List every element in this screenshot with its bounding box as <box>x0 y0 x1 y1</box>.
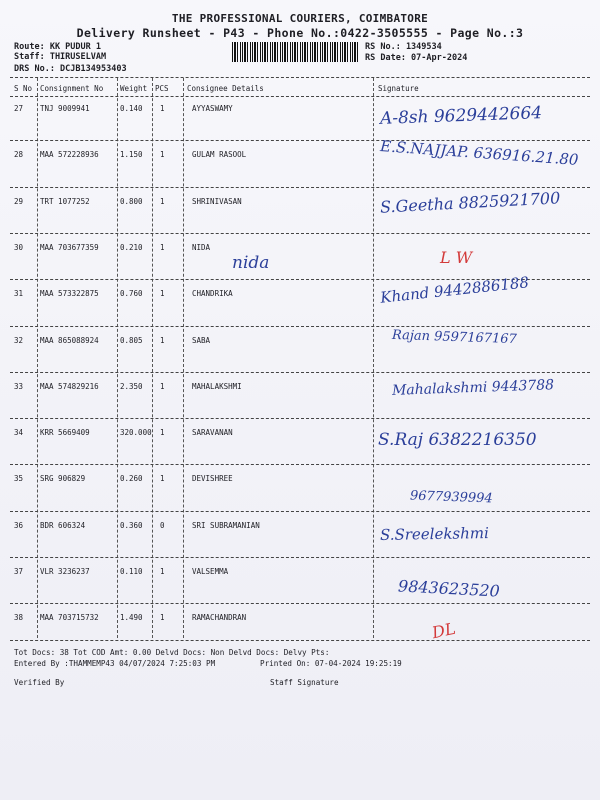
cell-consignment: MAA 703715732 <box>40 613 99 623</box>
totals-line: Tot Docs: 38 Tot COD Amt: 0.00 Delvd Docs: Non Delvd Docs: Delvy Pts: <box>14 648 330 657</box>
cell-consignment: MAA 574829216 <box>40 381 99 391</box>
column-header: Signature <box>378 84 419 93</box>
row-divider <box>10 418 590 419</box>
cell-weight: 0.210 <box>120 242 143 252</box>
cell-consignee: CHANDRIKA <box>192 289 233 299</box>
route-label: Route: KK PUDUR 1 <box>14 42 101 52</box>
row-divider <box>10 326 590 327</box>
row-divider <box>10 464 590 465</box>
cell-weight: 1.490 <box>120 613 143 623</box>
col-divider <box>373 78 374 638</box>
cell-consignee: SRI SUBRAMANIAN <box>192 520 260 530</box>
header-rule-top <box>10 77 590 78</box>
staff-label: Staff: THIRUSELVAM <box>14 52 107 62</box>
signature: A-8sh 9629442664 <box>379 103 543 129</box>
cell-consignee: RAMACHANDRAN <box>192 613 247 623</box>
signature: nida <box>232 252 270 273</box>
cell-weight: 0.805 <box>120 335 143 345</box>
cell-sno: 34 <box>14 428 24 438</box>
cell-weight: 320.000 <box>120 428 152 438</box>
signature: 9843623520 <box>397 576 501 601</box>
entered-by: Entered By :THAMMEMP43 04/07/2024 7:25:03 PM <box>14 659 216 668</box>
cell-sno: 36 <box>14 520 24 530</box>
cell-consignment: SRG 906829 <box>40 474 86 484</box>
cell-consignee: DEVISHREE <box>192 474 233 484</box>
runsheet-subtitle: Delivery Runsheet - P43 - Phone No.:0422-3505555 - Page No.:3 <box>76 26 524 40</box>
rs-number: RS No.: 1349534 <box>365 42 442 52</box>
cell-consignment: BDR 606324 <box>40 520 86 530</box>
cell-pcs: 1 <box>160 474 165 484</box>
cell-sno: 28 <box>14 150 24 160</box>
printed-on: Printed On: 07-04-2024 19:25:19 <box>260 659 402 668</box>
cell-consignment: TNJ 9009941 <box>40 104 90 113</box>
row-divider <box>10 372 590 373</box>
cell-weight: 0.110 <box>120 567 143 576</box>
cell-consignee: NIDA <box>192 242 211 252</box>
signature: DL <box>430 619 458 643</box>
cell-consignment: MAA 865088924 <box>40 335 99 345</box>
cell-weight: 0.800 <box>120 196 143 206</box>
row-divider <box>10 511 590 512</box>
cell-consignment: TRT 1077252 <box>40 196 90 206</box>
col-divider <box>37 78 38 638</box>
cell-consignment: MAA 703677359 <box>40 242 99 252</box>
cell-pcs: 1 <box>160 567 165 576</box>
row-divider <box>10 557 590 558</box>
cell-weight: 0.140 <box>120 104 143 113</box>
cell-weight: 0.260 <box>120 474 143 484</box>
signature: E.S.NAJJAP. 636916.21.80 <box>379 137 579 170</box>
column-header: Consignment No <box>40 84 104 93</box>
cell-weight: 2.350 <box>120 381 143 391</box>
red-annotation: L W <box>440 248 473 267</box>
row-divider <box>10 187 590 188</box>
cell-pcs: 1 <box>160 104 165 113</box>
col-divider <box>183 78 184 638</box>
cell-consignment: MAA 573322875 <box>40 289 99 299</box>
cell-pcs: 1 <box>160 335 165 345</box>
cell-sno: 33 <box>14 381 24 391</box>
cell-pcs: 1 <box>160 381 165 391</box>
cell-consignee: MAHALAKSHMI <box>192 381 242 391</box>
row-divider <box>10 140 590 141</box>
cell-consignee: SARAVANAN <box>192 428 233 438</box>
row-divider <box>10 233 590 234</box>
cell-consignment: MAA 572228936 <box>40 150 99 160</box>
cell-pcs: 1 <box>160 289 165 299</box>
cell-sno: 29 <box>14 196 24 206</box>
drs-number: DRS No.: DCJB134953403 <box>14 64 127 74</box>
company-title: THE PROFESSIONAL COURIERS, COIMBATORE <box>171 12 429 25</box>
cell-sno: 37 <box>14 567 24 576</box>
cell-consignee: AYYASWAMY <box>192 104 233 113</box>
cell-consignee: SHRINIVASAN <box>192 196 242 206</box>
signature: S.Raj 6382216350 <box>378 430 537 451</box>
cell-sno: 27 <box>14 104 24 113</box>
rs-date: RS Date: 07-Apr-2024 <box>365 53 468 63</box>
cell-pcs: 1 <box>160 242 165 252</box>
cell-consignment: VLR 3236237 <box>40 567 90 576</box>
signature: S.Geetha 8825921700 <box>379 187 561 217</box>
cell-weight: 0.760 <box>120 289 143 299</box>
cell-consignee: GULAM RASOOL <box>192 150 247 160</box>
footer-rule <box>10 640 590 641</box>
cell-pcs: 1 <box>160 150 165 160</box>
cell-sno: 31 <box>14 289 24 299</box>
verified-by-label: Verified By <box>14 678 65 687</box>
signature: 9677939994 <box>409 488 493 507</box>
cell-consignee: SABA <box>192 335 211 345</box>
signature: Mahalakshmi 9443788 <box>391 376 555 399</box>
column-header: S No <box>14 84 33 93</box>
signature: Khand 9442886188 <box>379 273 530 307</box>
cell-pcs: 1 <box>160 196 165 206</box>
cell-consignee: VALSEMMA <box>192 567 229 576</box>
barcode <box>232 42 358 62</box>
col-divider <box>152 78 153 638</box>
cell-pcs: 1 <box>160 613 165 623</box>
cell-weight: 0.360 <box>120 520 143 530</box>
row-divider <box>10 603 590 604</box>
cell-consignment: KRR 5669409 <box>40 428 90 438</box>
header-rule-bottom <box>10 96 590 97</box>
cell-sno: 38 <box>14 613 24 623</box>
column-header: Consignee Details <box>187 84 264 93</box>
column-header: Weight <box>120 84 148 93</box>
signature: S.Sreelekshmi <box>379 523 490 544</box>
cell-sno: 35 <box>14 474 24 484</box>
cell-sno: 32 <box>14 335 24 345</box>
cell-weight: 1.150 <box>120 150 143 160</box>
cell-pcs: 0 <box>160 520 165 530</box>
staff-signature-label: Staff Signature <box>270 678 339 687</box>
column-header: PCS <box>155 84 169 93</box>
col-divider <box>117 78 118 638</box>
cell-sno: 30 <box>14 242 24 252</box>
cell-pcs: 1 <box>160 428 165 438</box>
signature: Rajan 9597167167 <box>391 327 518 347</box>
